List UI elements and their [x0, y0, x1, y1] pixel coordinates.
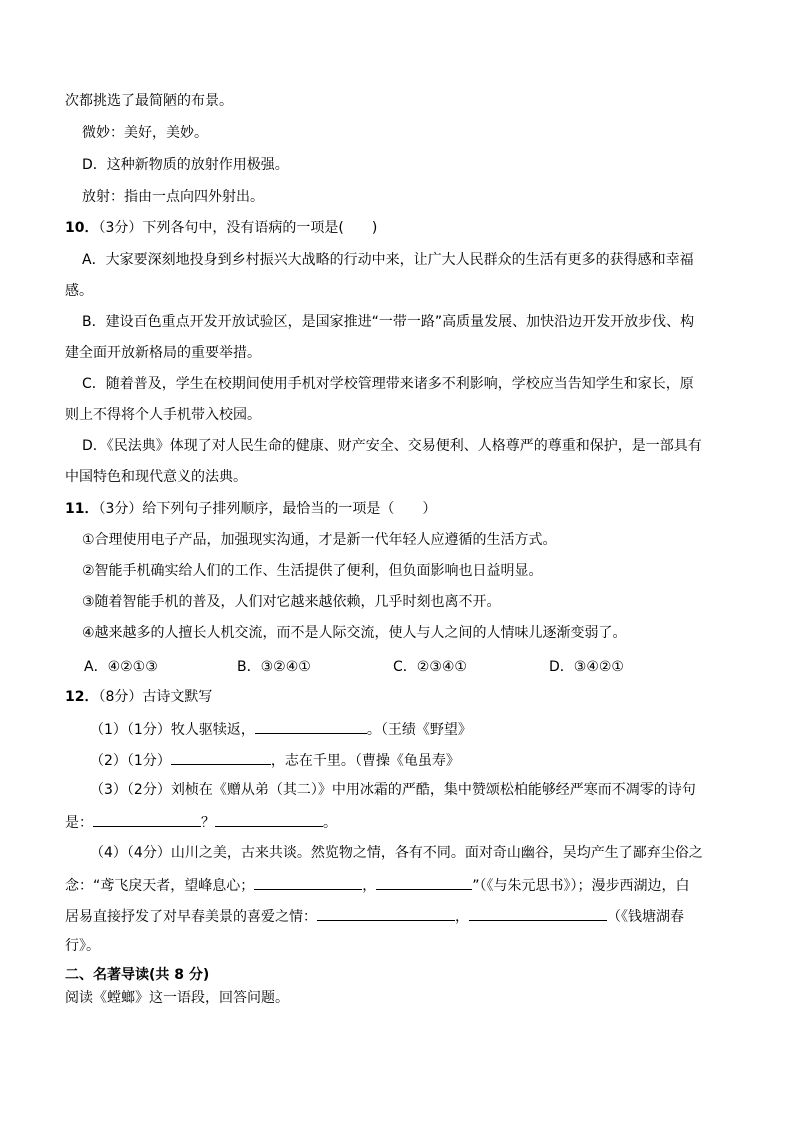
q12-part-3-line-2 — [65, 812, 337, 832]
question-number: 10． — [65, 220, 99, 236]
q12-part-4-comma: ， — [455, 909, 469, 925]
q10-option-d: D．《民法典》体现了对人民生命的健康、财产安全、交易便利、人格尊严的尊重和保护，是一部具有 — [82, 438, 702, 454]
answer-blank[interactable] — [376, 875, 472, 890]
section-intro: 阅读《螳螂》这一语段，回答问题。 — [65, 990, 289, 1006]
question-number: 11． — [65, 501, 99, 517]
answer-blank[interactable] — [171, 750, 271, 765]
q12-part-4-text: （《钱塘湖春 — [607, 909, 684, 925]
q11-option-a: A．④②①③ — [84, 659, 158, 675]
q12-part-4-text: 念：“鸢飞戾天者，望峰息心； — [65, 878, 255, 894]
answer-blank[interactable] — [215, 812, 323, 827]
answer-blank[interactable] — [469, 906, 607, 921]
q10-option-b-cont: 建全面开放新格局的重要举措。 — [65, 345, 261, 361]
q12-part-4-line-2 — [65, 875, 690, 895]
q12-part-3-prefix: 是： — [65, 815, 93, 831]
q12-part-1-suffix: 。（王绩《野望》 — [366, 722, 472, 738]
q12-part-2-suffix: ，志在千里。（曹操《龟虽寿》 — [270, 753, 460, 769]
q11-sentence-3: ③随着智能手机的普及，人们对它越来越依赖，几乎时刻也离不开。 — [82, 594, 501, 610]
q10-option-a: A．大家要深刻地投身到乡村振兴大战略的行动中来，让广大人民群众的生活有更多的获得感和幸福 — [82, 252, 694, 268]
q9-option-d: D．这种新物质的放射作用极强。 — [82, 157, 289, 173]
question-stem: （3分）下列各句中，没有语病的一项是( ) — [98, 220, 378, 236]
q11-option-d: D．③④②① — [549, 659, 624, 675]
question-stem: （8分）古诗文默写 — [98, 689, 213, 705]
question-12-stem — [65, 688, 212, 706]
q12-part-2 — [90, 750, 460, 770]
q11-sentence-2: ②智能手机确实给人们的工作、生活提供了便利，但负面影响也日益明显。 — [82, 563, 543, 579]
q11-option-b: B．③②④① — [237, 659, 311, 675]
answer-blank[interactable] — [93, 812, 201, 827]
q10-option-c: C．随着普及，学生在校期间使用手机对学校管理带来诸多不利影响，学校应当告知学生和家长，原 — [82, 376, 694, 392]
q12-part-3-mid: ？ — [201, 815, 215, 831]
q9-note-c: 微妙：美好，美妙。 — [82, 125, 208, 141]
answer-blank[interactable] — [317, 906, 455, 921]
q12-part-1 — [90, 719, 472, 739]
q11-sentence-4: ④越来越多的人擅长人机交流，而不是人际交流，使人与人之间的人情味儿逐渐变弱了。 — [82, 625, 627, 641]
question-11-stem — [65, 500, 436, 518]
q9-note-d: 放射：指由一点向四外射出。 — [82, 189, 264, 205]
question-10-stem — [65, 219, 377, 237]
q12-part-4-line-3 — [65, 906, 684, 926]
q10-option-c-cont: 则上不得将个人手机带入校园。 — [65, 407, 261, 423]
answer-blank[interactable] — [254, 875, 362, 890]
q10-option-a-cont: 感。 — [65, 283, 93, 299]
q12-part-4-line-4: 行》。 — [65, 938, 100, 954]
q10-option-b: B．建设百色重点开发开放试验区，是国家推进“一带一路”高质量发展、加快沿边开发开放步伐、构 — [82, 314, 695, 330]
q12-part-2-prefix: （2）（1分） — [90, 753, 171, 769]
q12-part-4-text: ”（《与朱元思书》）；漫步西湖边，白 — [472, 878, 690, 894]
q12-part-4-line-1: （4）（4分）山川之美，古来共谈。然览物之情，各有不同。面对奇山幽谷，吴均产生了鄙弃尘俗之 — [90, 845, 703, 861]
q10-option-d-cont: 中国特色和现代意义的法典。 — [65, 469, 247, 485]
q12-part-1-prefix: （1）（1分）牧人驱犊返， — [90, 722, 255, 738]
q12-part-3-suffix: 。 — [323, 815, 337, 831]
q11-option-c: C．②③④① — [393, 659, 467, 675]
q12-part-4-text: 居易直接抒发了对早春美景的喜爱之情： — [65, 909, 317, 925]
question-number: 12． — [65, 689, 99, 705]
q12-part-4-comma: ， — [362, 878, 377, 894]
question-stem: （3分）给下列句子排列顺序，最恰当的一项是（ ） — [98, 501, 437, 517]
answer-blank[interactable] — [255, 719, 367, 734]
q12-part-3-line-1: （3）（2分）刘桢在《赠从弟（其二）》中用冰霜的严酷，集中赞颂松柏能够经严寒而不凋零的诗句 — [90, 782, 696, 798]
q9-text-line: 次都挑选了最简陋的布景。 — [65, 93, 233, 109]
q11-sentence-1: ①合理使用电子产品，加强现实沟通，才是新一代年轻人应遵循的生活方式。 — [82, 532, 557, 548]
section-heading: 二、名著导读(共 8 分) — [65, 967, 210, 983]
